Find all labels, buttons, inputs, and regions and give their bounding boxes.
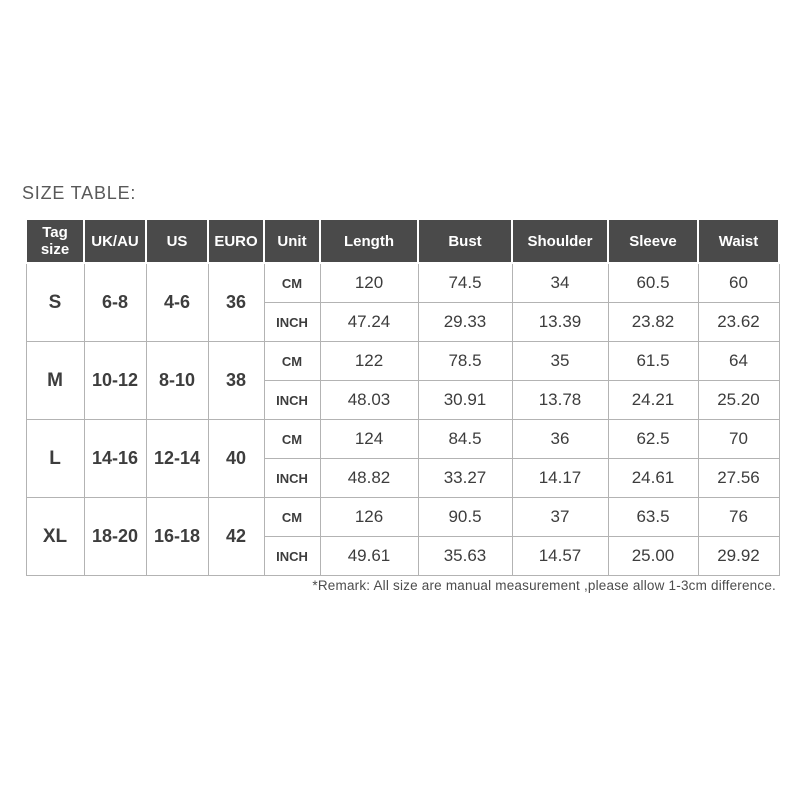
us-cell: 12-14 (146, 420, 208, 498)
header-euro: EURO (208, 219, 264, 263)
measurement-cell: 84.5 (418, 420, 512, 459)
measurement-cell: 47.24 (320, 303, 418, 342)
measurement-cell: 29.92 (698, 537, 779, 576)
measurement-cell: 62.5 (608, 420, 698, 459)
header-us: US (146, 219, 208, 263)
size-tag-cell: XL (26, 498, 84, 576)
remark-text: *Remark: All size are manual measurement ,please allow 1-3cm difference. (312, 578, 776, 593)
measurement-cell: 23.82 (608, 303, 698, 342)
measurement-cell: 14.17 (512, 459, 608, 498)
unit-cell: CM (264, 498, 320, 537)
measurement-cell: 48.82 (320, 459, 418, 498)
measurement-cell: 48.03 (320, 381, 418, 420)
header-uk-au: UK/AU (84, 219, 146, 263)
unit-cell: INCH (264, 303, 320, 342)
header-waist: Waist (698, 219, 779, 263)
measurement-cell: 25.20 (698, 381, 779, 420)
measurement-cell: 35.63 (418, 537, 512, 576)
table-row-m-cm (26, 342, 779, 381)
header-bust: Bust (418, 219, 512, 263)
unit-cell: CM (264, 342, 320, 381)
ukau-cell: 6-8 (84, 263, 146, 342)
measurement-cell: 74.5 (418, 263, 512, 303)
size-tag-cell: M (26, 342, 84, 420)
measurement-cell: 36 (512, 420, 608, 459)
us-cell: 4-6 (146, 263, 208, 342)
euro-cell: 40 (208, 420, 264, 498)
measurement-cell: 124 (320, 420, 418, 459)
measurement-cell: 60.5 (608, 263, 698, 303)
measurement-cell: 76 (698, 498, 779, 537)
measurement-cell: 30.91 (418, 381, 512, 420)
measurement-cell: 33.27 (418, 459, 512, 498)
measurement-cell: 23.62 (698, 303, 779, 342)
table-row-l-cm (26, 420, 779, 459)
unit-cell: INCH (264, 459, 320, 498)
measurement-cell: 14.57 (512, 537, 608, 576)
measurement-cell: 29.33 (418, 303, 512, 342)
measurement-cell: 60 (698, 263, 779, 303)
unit-cell: INCH (264, 381, 320, 420)
measurement-cell: 13.78 (512, 381, 608, 420)
measurement-cell: 122 (320, 342, 418, 381)
size-tag-cell: S (26, 263, 84, 342)
header-length: Length (320, 219, 418, 263)
table-row-xl-cm (26, 498, 779, 537)
measurement-cell: 25.00 (608, 537, 698, 576)
ukau-cell: 14-16 (84, 420, 146, 498)
us-cell: 16-18 (146, 498, 208, 576)
ukau-cell: 10-12 (84, 342, 146, 420)
size-tag-cell: L (26, 420, 84, 498)
header-tag-size: Tag size (26, 219, 84, 263)
euro-cell: 38 (208, 342, 264, 420)
measurement-cell: 35 (512, 342, 608, 381)
measurement-cell: 70 (698, 420, 779, 459)
measurement-cell: 37 (512, 498, 608, 537)
euro-cell: 42 (208, 498, 264, 576)
measurement-cell: 24.61 (608, 459, 698, 498)
us-cell: 8-10 (146, 342, 208, 420)
measurement-cell: 49.61 (320, 537, 418, 576)
header-sleeve: Sleeve (608, 219, 698, 263)
measurement-cell: 90.5 (418, 498, 512, 537)
page-title: SIZE TABLE: (22, 183, 137, 203)
header-shoulder: Shoulder (512, 219, 608, 263)
measurement-cell: 64 (698, 342, 779, 381)
ukau-cell: 18-20 (84, 498, 146, 576)
unit-cell: CM (264, 420, 320, 459)
measurement-cell: 34 (512, 263, 608, 303)
measurement-cell: 63.5 (608, 498, 698, 537)
measurement-cell: 24.21 (608, 381, 698, 420)
table-row-s-cm (26, 263, 779, 303)
measurement-cell: 13.39 (512, 303, 608, 342)
measurement-cell: 78.5 (418, 342, 512, 381)
size-table (25, 218, 780, 576)
measurement-cell: 61.5 (608, 342, 698, 381)
unit-cell: CM (264, 263, 320, 303)
header-row (26, 219, 779, 263)
header-unit: Unit (264, 219, 320, 263)
measurement-cell: 120 (320, 263, 418, 303)
measurement-cell: 27.56 (698, 459, 779, 498)
unit-cell: INCH (264, 537, 320, 576)
measurement-cell: 126 (320, 498, 418, 537)
euro-cell: 36 (208, 263, 264, 342)
